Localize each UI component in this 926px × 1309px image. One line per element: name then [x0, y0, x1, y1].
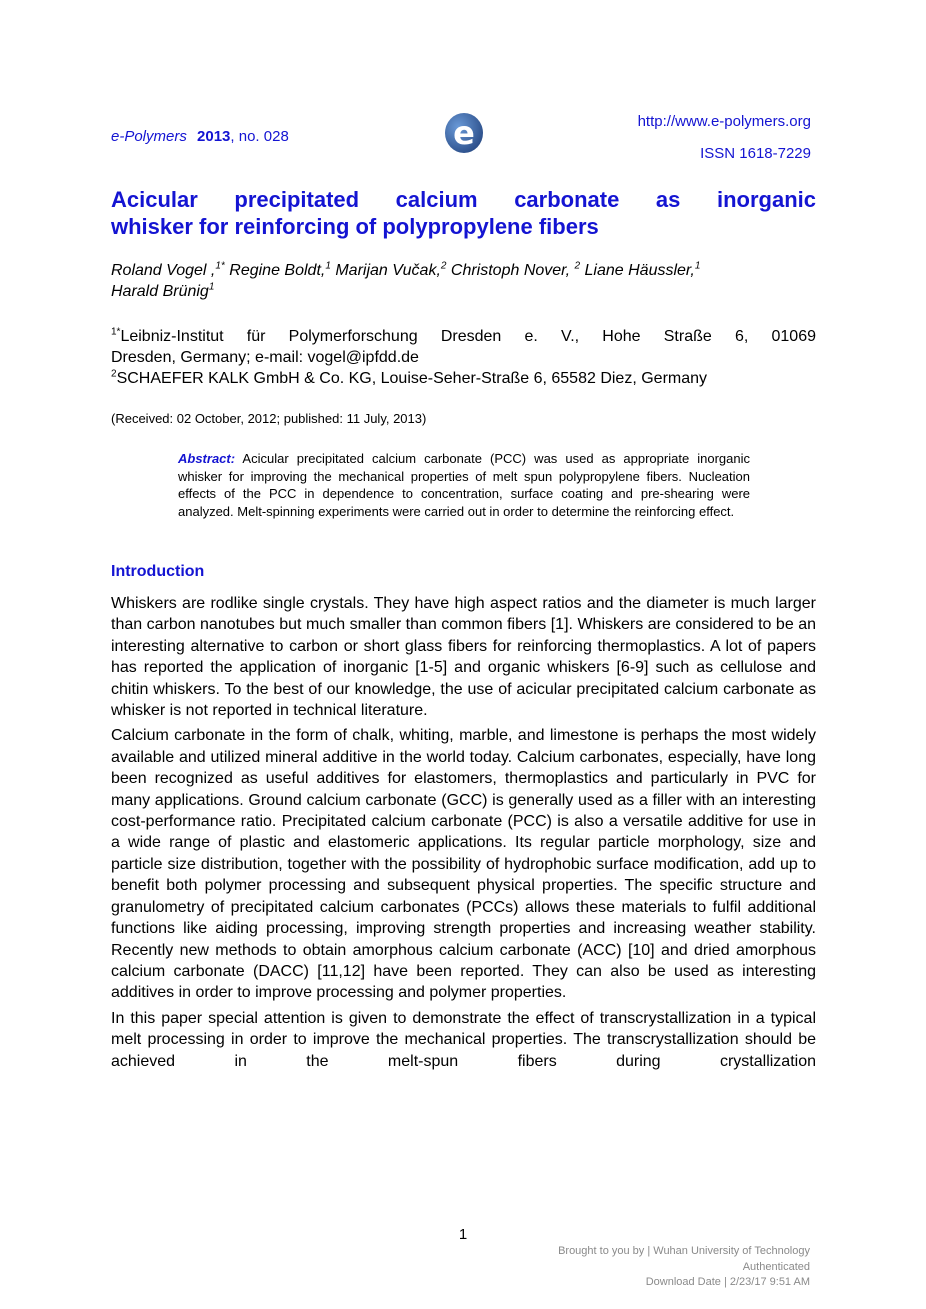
abstract-label: Abstract: [178, 451, 236, 466]
intro-paragraph-1: Whiskers are rodlike single crystals. They have high aspect ratios and the diameter is much larger than carbon nanotubes but much smaller than common fibers [1]. Whiskers are considered to be an interesting alternative to carbon or short glass fibers for reinforcing thermoplastics. A lot of papers has reported the application of inorganic [1-5] and organic whiskers [6-9] such as cellulose and chitin whiskers. To the best of our knowledge, the use of acicular precipitated calcium carbonate as whisker is not reported in technical literature. [111, 595, 816, 720]
footer-download-date: Download Date | 2/23/17 9:51 AM [645, 1276, 810, 1288]
footer-provider: Brought to you by | Wuhan University of Technology [558, 1245, 810, 1257]
author-2-affil: 1 [325, 260, 331, 272]
paper-title-line1: Acicular precipitated calcium carbonate as inorganic [111, 187, 816, 212]
affiliation-1-cont: Dresden, Germany; e-mail: vogel@ipfdd.de [111, 349, 419, 366]
author-2: Regine Boldt, [224, 262, 326, 279]
author-5-affil: 1 [694, 260, 701, 272]
author-1: Roland Vogel , [111, 262, 216, 279]
footer-authenticated: Authenticated [742, 1261, 810, 1273]
introduction-body [111, 593, 816, 1076]
author-6-affil: 1 [208, 281, 215, 293]
author-4-affil: 2 [574, 260, 581, 272]
journal-issn: ISSN 1618-7229 [700, 145, 811, 162]
page-number: 1 [458, 1226, 468, 1243]
affiliations [111, 326, 816, 389]
e-polymers-logo [443, 111, 485, 155]
section-heading-introduction: Introduction [111, 563, 205, 580]
author-4: Christoph Nover, [446, 262, 575, 279]
journal-url-link[interactable]: http://www.e-polymers.org [637, 113, 811, 130]
author-6: Harald Brünig [111, 283, 209, 300]
affiliation-1 [111, 326, 816, 347]
e-polymers-logo-icon [443, 111, 485, 155]
journal-issue: , no. 028 [230, 128, 289, 145]
author-3-affil: 2 [440, 260, 447, 272]
author-5: Liane Häussler, [580, 262, 695, 279]
received-dates: (Received: 02 October, 2012; published: 11 July, 2013) [111, 411, 427, 426]
affiliation-1-marker: 1* [111, 326, 121, 338]
logo-letter: e [453, 114, 475, 152]
author-1-affil: 1* [215, 260, 225, 272]
intro-paragraph-2: Calcium carbonate in the form of chalk, whiting, marble, and limestone is perhaps the most widely available and utilized mineral additive in the world today. Calcium carbonates, especially, have long been recognized as useful additives for elastomers, thermoplastics and particularly in PVC for many applications. Ground calcium carbonate (GCC) is generally used as a filler with an interesting cost-performance ratio. Precipitated calcium carbonate (PCC) is also a versatile additive for use in a wide range of plastic and elastomeric applications. Its regular particle morphology, size and particle size distribution, together with the possibility of hydrophobic surface modification, add up to benefit both polymer processing and subsequent physical properties. The specific structure and granulometry of precipitated calcium carbonates (PCCs) allows these materials to fulfil additional functions like aiding processing, improving strength properties and increasing weather stability. Recently new methods to obtain amorphous calcium carbonate (ACC) [10] and dried amorphous calcium carbonate (DACC) [11,12] have been reported. They can also be used as interesting additives in order to improve processing and polymer properties. [111, 727, 816, 1002]
abstract-text: Acicular precipitated calcium carbonate (PCC) was used as appropriate inorganic whisker for improving the mechanical properties of melt spun polypropylene fibers. Nucleation effects of the PCC in dependence to concentration, surface coating and pre-shearing were analyzed. Melt-spinning experiments were carried out in order to determine the reinforcing effect. [178, 451, 750, 519]
affiliation-2-text: SCHAEFER KALK GmbH & Co. KG, Louise-Seher-Straße 6, 65582 Diez, Germany [116, 370, 708, 387]
intro-paragraph-3: In this paper special attention is given to demonstrate the effect of transcrystallization in a typical melt processing in order to improve the mechanical properties. The transcrystallization should be achieved in the melt-spun fibers during crystallization [111, 1009, 816, 1070]
paper-title [111, 186, 816, 240]
journal-citation [111, 128, 289, 145]
author-list [111, 260, 816, 302]
affiliation-1-text: Leibniz-Institut für Polymerforschung Dresden e. V., Hohe Straße 6, 01069 [120, 328, 816, 345]
journal-name: e-Polymers [111, 128, 187, 145]
author-3: Marijan Vučak, [330, 262, 441, 279]
journal-year: 2013 [197, 128, 231, 145]
affiliation-2-marker: 2 [111, 368, 117, 380]
abstract [178, 450, 750, 520]
paper-title-line2: whisker for reinforcing of polypropylene fibers [111, 214, 599, 239]
